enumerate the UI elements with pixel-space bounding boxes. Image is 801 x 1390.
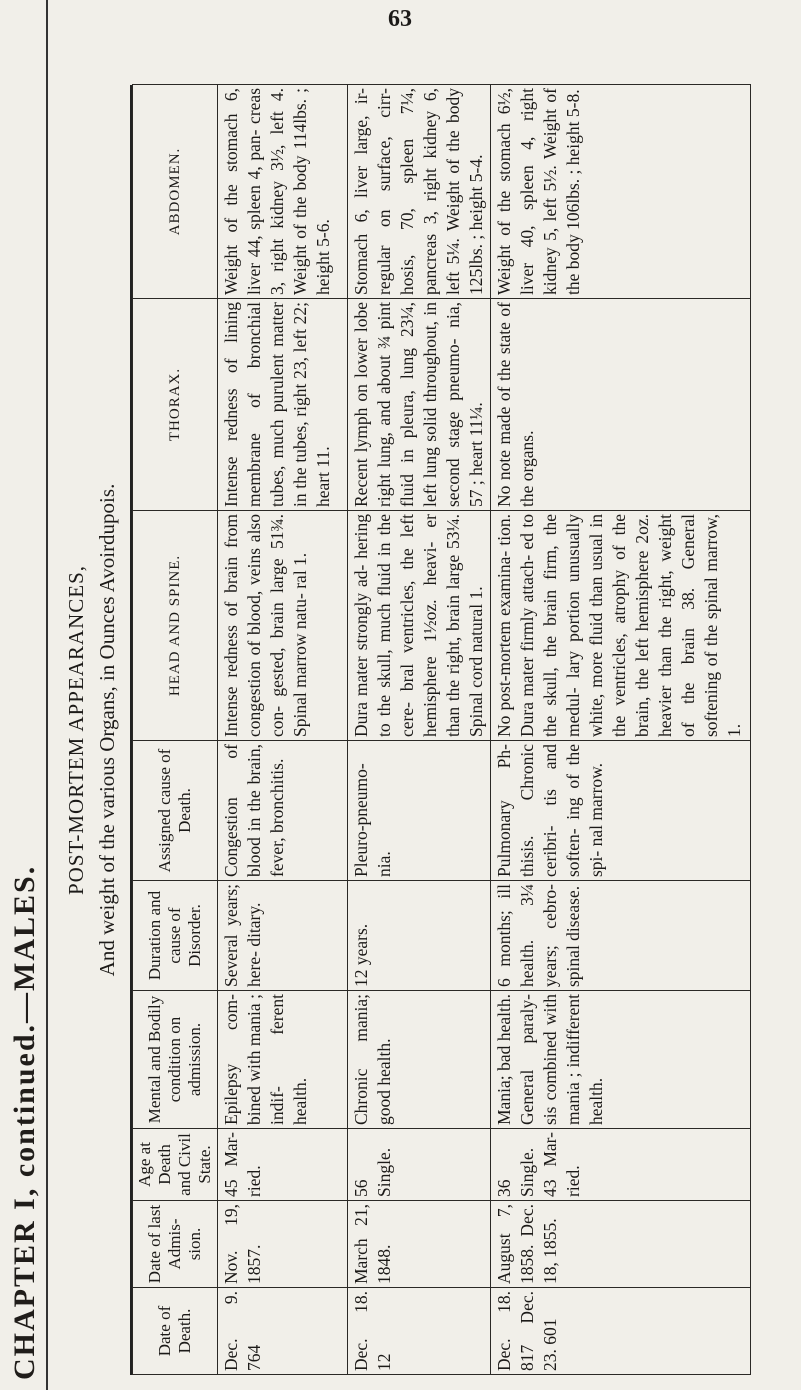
page-number: 63 <box>388 6 412 32</box>
cell-head: Intense redness of brain from congestion of blood, veins also con- gested, brain large 51¾. Spinal marrow natu- ral 1. <box>218 511 348 741</box>
cell-age: 56 Single. <box>348 1129 491 1201</box>
cell-age: 36 Single. 43 Mar- ried. <box>491 1129 751 1201</box>
cell-cause: Pulmonary Ph- thisis. Chronic ceribri- tis and soften- ing of the spi- nal marrow. <box>491 741 751 881</box>
cell-condition: Chronic mania; good health. <box>348 991 491 1129</box>
cell-date-of-death: Dec. 18. 817 Dec. 23. 601 <box>491 1288 751 1375</box>
cell-condition: Mania; bad health. General paraly- sis combined with mania ; indifferent health. <box>491 991 751 1129</box>
col-condition: Mental and Bodily condition on admission. <box>133 991 218 1129</box>
cell-thorax: No note made of the state of the organs. <box>491 299 751 511</box>
cell-age: 45 Mar- ried. <box>218 1129 348 1201</box>
table-row <box>348 85 491 1375</box>
table-subtitle: And weight of the various Organs, in Ounces Avoirdupois. <box>95 483 119 977</box>
left-border-rule <box>46 0 48 1390</box>
cell-date-of-admission: August 7, 1858. Dec. 18, 1855. <box>491 1201 751 1288</box>
header-row <box>133 85 218 1375</box>
col-duration: Duration and cause of Disorder. <box>133 881 218 991</box>
rotated-table-page <box>58 85 783 1375</box>
table-row <box>218 85 348 1375</box>
cell-condition: Epilepsy com- bined with mania ; indif- ferent health. <box>218 991 348 1129</box>
cell-cause: Congestion of blood in the brain, fever, bronchitis. <box>218 741 348 881</box>
cell-cause: Pleuro-pneumo- nia. <box>348 741 491 881</box>
col-age: Age at Death and Civil State. <box>133 1129 218 1201</box>
col-head-spine: HEAD AND SPINE. <box>133 511 218 741</box>
cell-duration: 12 years. <box>348 881 491 991</box>
cell-thorax: Intense redness of lining membrane of bronchial tubes, much purulent matter in the tubes, right 23, left 22; heart 11. <box>218 299 348 511</box>
col-abdomen: ABDOMEN. <box>133 85 218 299</box>
running-header-strip <box>0 0 48 1390</box>
col-date-of-admission: Date of last Admis- sion. <box>133 1201 218 1288</box>
running-header: CHAPTER I, continued.—MALES. <box>8 864 41 1380</box>
col-thorax: THORAX. <box>133 299 218 511</box>
table-titles <box>58 85 132 1375</box>
cell-duration: 6 months; ill health. 3¼ years; cebro-spinal disease. <box>491 881 751 991</box>
cell-date-of-death: Dec. 18. 12 <box>348 1288 491 1375</box>
col-date-of-death: Date of Death. <box>133 1288 218 1375</box>
cell-date-of-admission: Nov. 19, 1857. <box>218 1201 348 1288</box>
cell-abdomen: Weight of the stomach 6½, liver 40, spleen 4, right kidney 5, left 5½. Weight of the body 106lbs. ; height 5-8. <box>491 85 751 299</box>
table-row <box>491 85 751 1375</box>
cell-date-of-admission: March 21, 1848. <box>348 1201 491 1288</box>
cell-abdomen: Weight of the stomach 6, liver 44, spleen 4, pan- creas 3, right kidney 3½, left 4. Weight of the body 114lbs. ; height 5-6. <box>218 85 348 299</box>
cell-date-of-death: Dec. 9. 764 <box>218 1288 348 1375</box>
col-cause: Assigned cause of Death. <box>133 741 218 881</box>
post-mortem-table <box>132 84 751 1375</box>
cell-thorax: Recent lymph on lower lobe right lung, and about ¾ pint fluid in pleura, lung 23¼, left lung solid throughout, in second stage pneumo- nia, 57 ; heart 11¼. <box>348 299 491 511</box>
cell-duration: Several years; here- ditary. <box>218 881 348 991</box>
cell-head: Dura mater strongly ad- hering to the skull, much fluid in the cere- bral ventricles, the left hemisphere 1½oz. heavi- er than the right, brain large 53¼. Spinal cord natural 1. <box>348 511 491 741</box>
cell-abdomen: Stomach 6, liver large, ir- regular on surface, cirr- hosis, 70, spleen 7¼, pancreas 3, right kidney 6, left 5¼. Weight of the body 125lbs. ; height 5-4. <box>348 85 491 299</box>
cell-head: No post-mortem examina- tion. Dura mater firmly attach- ed to the skull, the brain firm, the medul- lary portion unusually white, more fluid than usual in the ventricles, atrophy of the brain, the left hemisphere 2oz. heavier than the right, weight of the brain 38. General softening of the spinal marrow, 1. <box>491 511 751 741</box>
table-title: POST-MORTEM APPEARANCES, <box>64 564 88 896</box>
